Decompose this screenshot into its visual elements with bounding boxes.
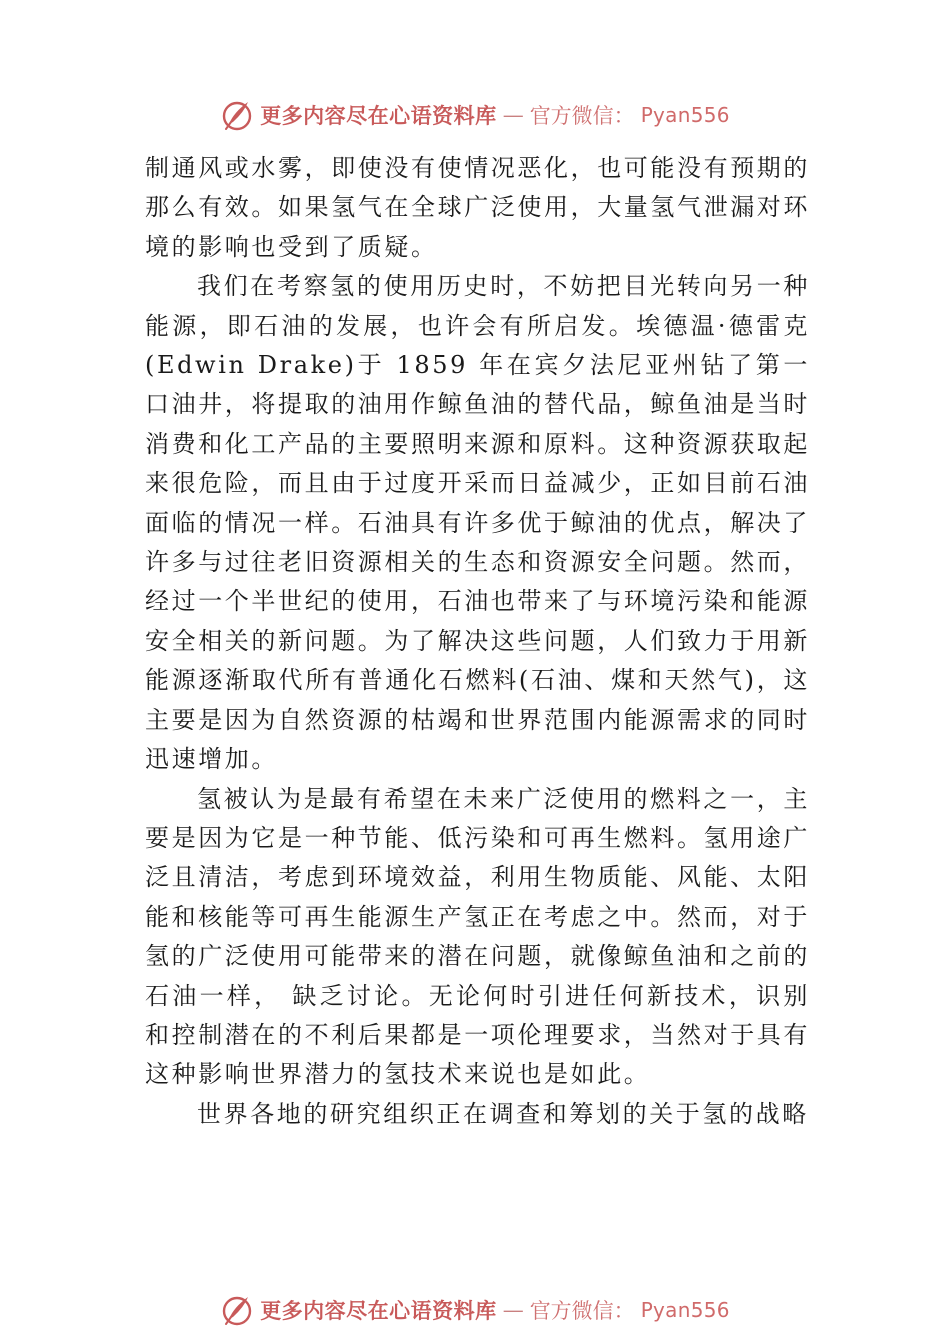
paragraph-hydrogen-fuel: 氢被认为是最有希望在未来广泛使用的燃料之一，主要是因为它是一种节能、低污染和可再生燃料。氢用途广泛且清洁，考虑到环境效益，利用生物质能、风能、太阳能和核能等可再生能源生产氢正在考虑之中。然而，对于氢的广泛使用可能带来的潜在问题，就像鲸鱼油和之前的石油一样， 缺乏讨论。无论何时引进任何新技术，识别和控制潜在的不利后果都是一项伦理要求，当然对于具有这种影响世界潜力的氢技术来说也是如此。: [145, 784, 810, 1089]
paragraph-oil-history: 我们在考察氢的使用历史时，不妨把目光转向另一种能源，即石油的发展，也许会有所启发。埃德温·德雷克(Edwin Drake)于 1859 年在宾夕法尼亚州钻了第一口油井，将提取的油用作鲸鱼油的替代品，鲸鱼油是当时消费和化工产品的主要照明来源和原料。这种资源获取起来很危险，而且由于过度开采而日益减少，正如目前石油面临的情况一样。石油具有许多优于鲸油的优点，解决了许多与过往老旧资源相关的生态和资源安全问题。然而，经过一个半世纪的使用，石油也带来了与环境污染和能源安全相关的新问题。为了解决这些问题，人们致力于用新能源逐渐取代所有普通化石燃料(石油、煤和天然气)，这主要是因为自然资源的枯竭和世界范围内能源需求的同时迅速增加。: [145, 272, 810, 774]
watermark-brand: 更多内容尽在心语资料库: [260, 103, 497, 128]
paragraph-research-strategy: 世界各地的研究组织正在调查和筹划的关于氢的战略: [197, 1099, 809, 1128]
watermark-brand: 更多内容尽在心语资料库: [260, 1298, 497, 1323]
watermark-separator: —: [502, 103, 524, 127]
watermark-official-label: 官方微信：: [529, 1299, 635, 1323]
footer-watermark: [0, 1290, 950, 1330]
watermark-account-id: Pyan556: [640, 1298, 730, 1322]
document-body: [145, 149, 810, 1134]
watermark-official-label: 官方微信：: [529, 104, 635, 128]
watermark-separator: —: [502, 1298, 524, 1322]
paragraph-continuation: 制通风或水雾，即使没有使情况恶化，也可能没有预期的那么有效。如果氢气在全球广泛使用，大量氢气泄漏对环境的影响也受到了质疑。: [145, 154, 810, 261]
watermark-account-id: Pyan556: [640, 103, 730, 127]
feather-pen-logo-icon: [220, 1293, 254, 1327]
feather-pen-logo-icon: [220, 98, 254, 132]
header-watermark: [0, 95, 950, 135]
